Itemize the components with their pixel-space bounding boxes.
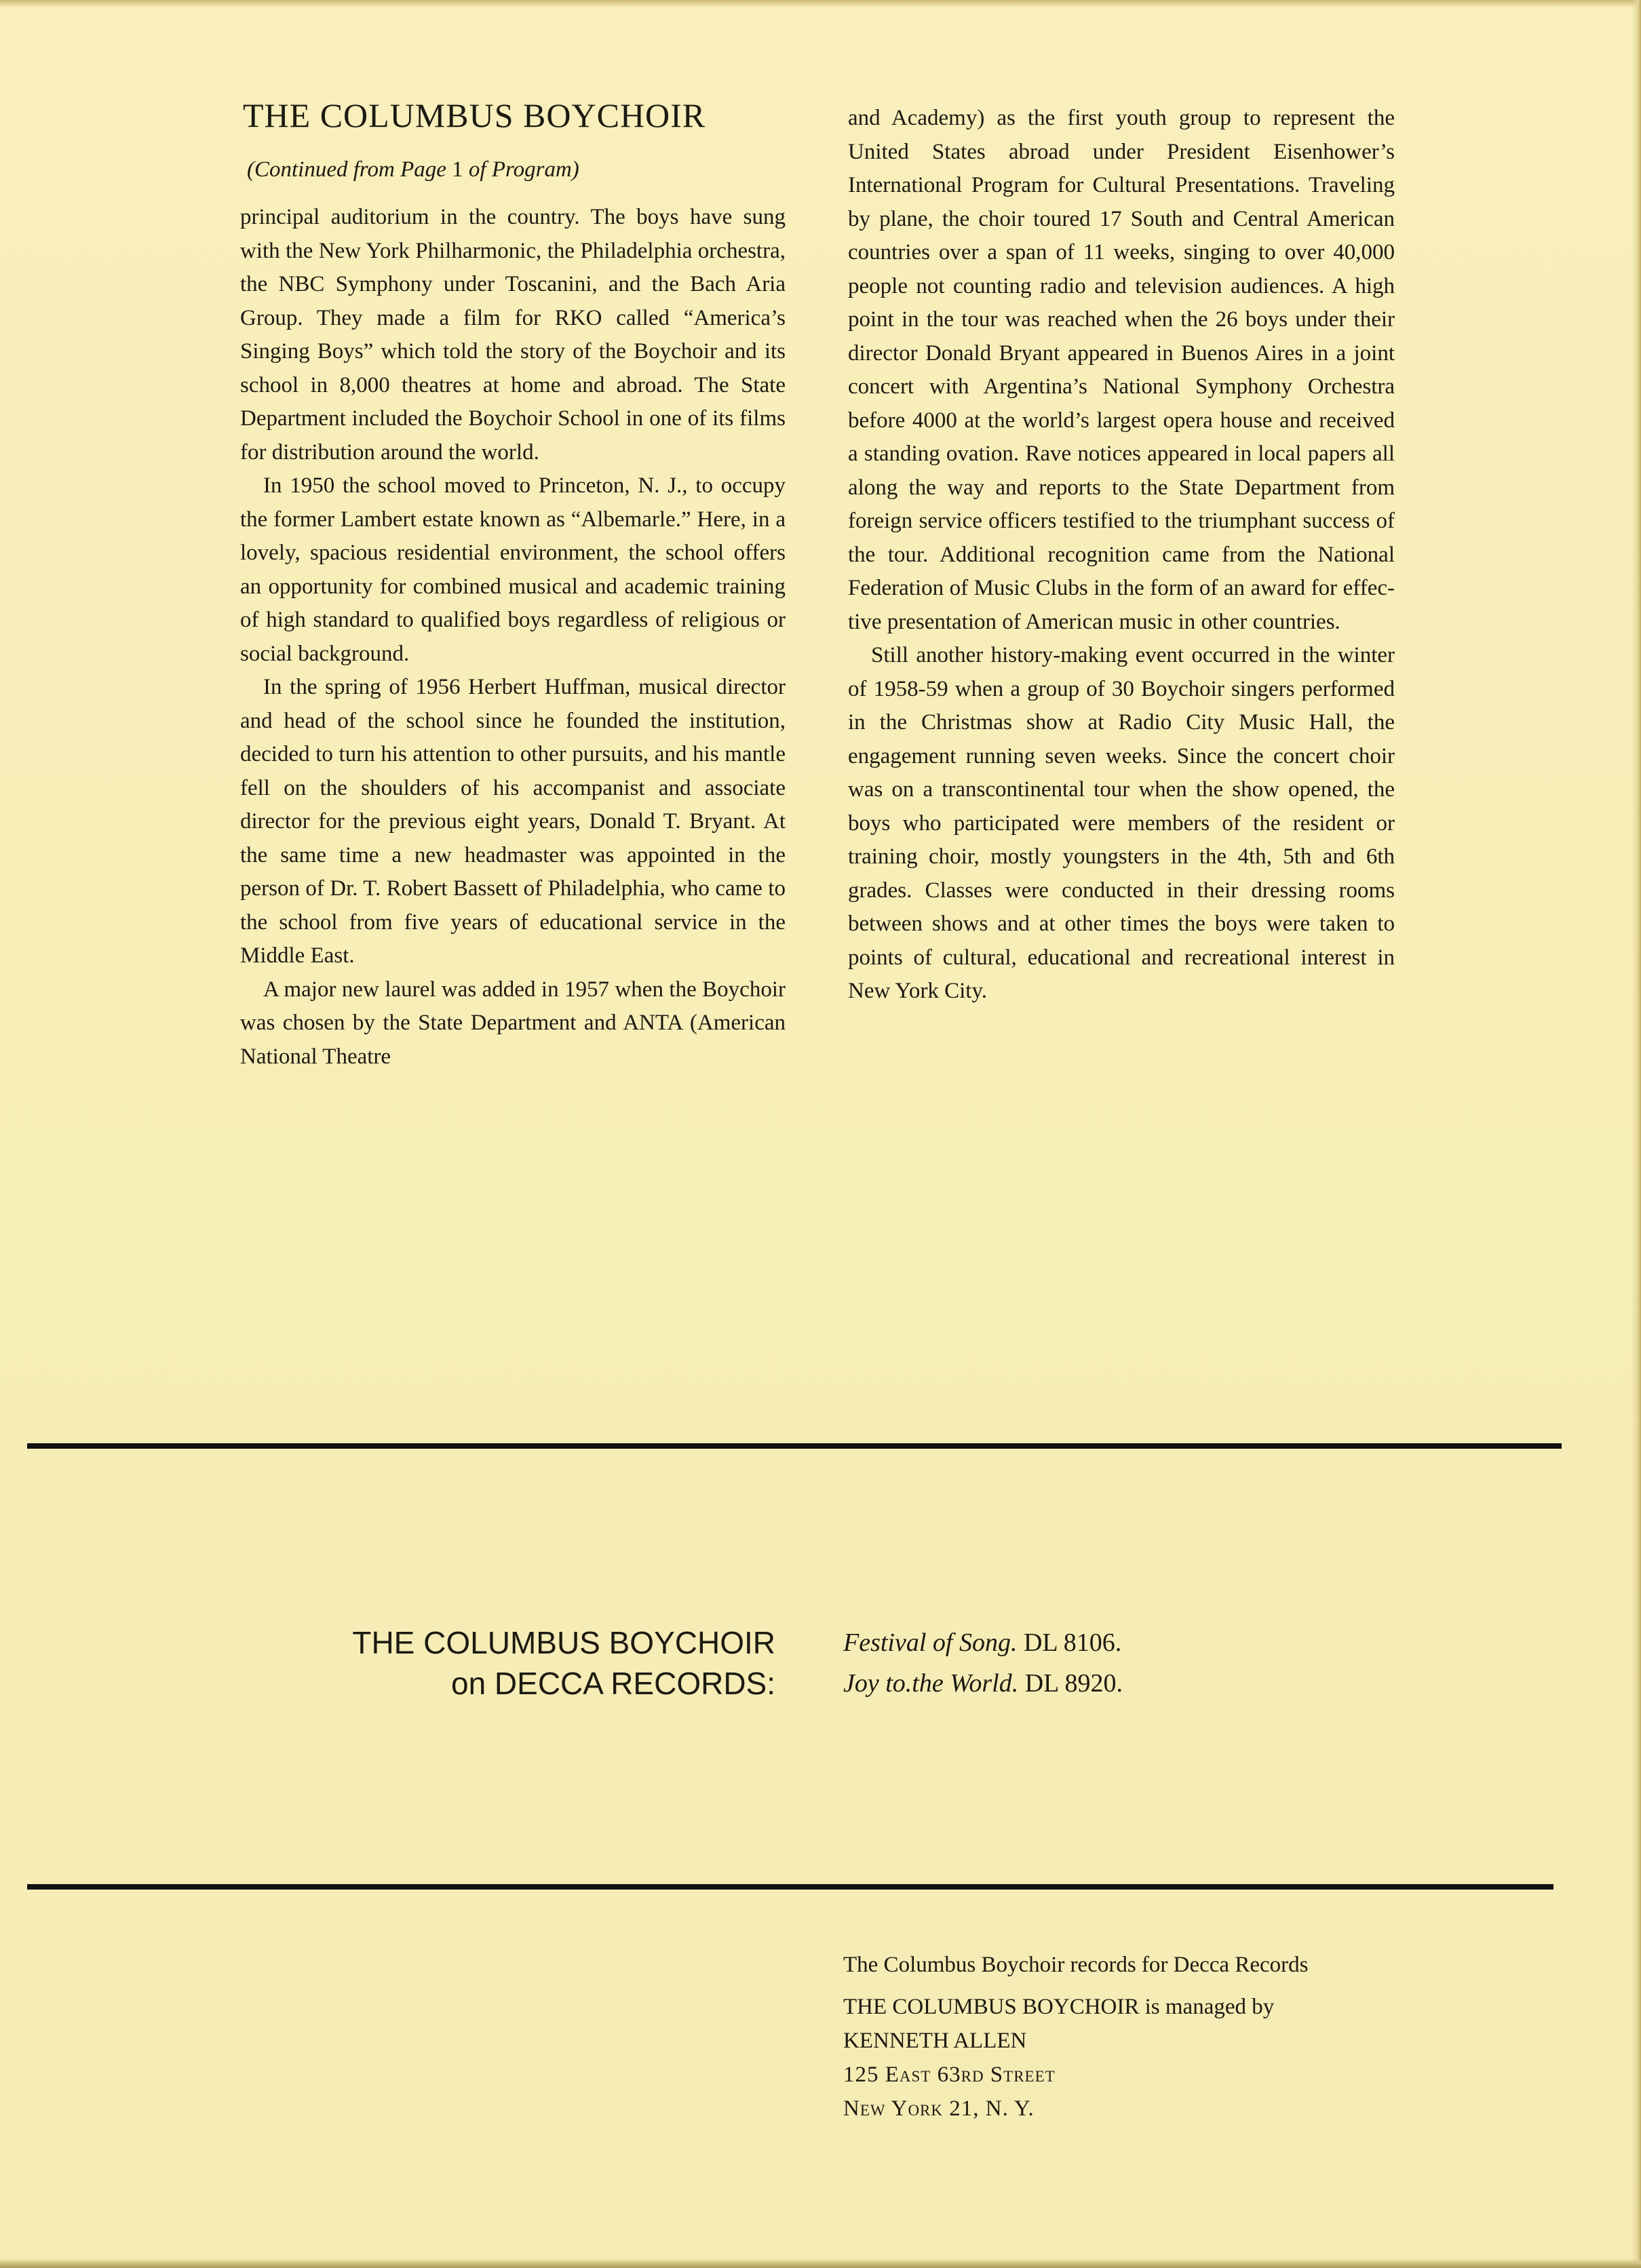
city-address: New York 21, N. Y. — [843, 2096, 1035, 2121]
records-note: The Columbus Boychoir records for Decca Records — [843, 1953, 1309, 1977]
continued-text-2: of Program — [463, 157, 572, 182]
article-title: THE COLUMBUS BOYCHOIR — [243, 96, 706, 134]
record-title: Joy to.the World. — [843, 1669, 1019, 1698]
manager-name: KENNETH ALLEN — [843, 2029, 1027, 2053]
record-catalog: DL 8920. — [1018, 1669, 1123, 1698]
body-paragraph: principal auditorium in the country. The boys have sung with the New York Philharmonic, the Philadelphia orchestra, the NBC Symphony under Toscanini, and the Bach Aria Group. They made a film for RKO called “America’s Singing Boys” which told the story of the Boychoir and its school in 8,000 theatres at home and abroad. The State Department included the Boychoir School in one of its films for distribution around the world. — [240, 205, 786, 465]
record-catalog: DL 8106. — [1017, 1628, 1122, 1657]
record-item — [843, 1663, 1123, 1704]
right-column — [848, 102, 1395, 1009]
page-edge-right — [1632, 0, 1641, 2268]
body-paragraph: In 1950 the school moved to Princeton, N. J., to occupy the former Lambert estate known as “Albemarle.” Here, in a lovely, spacious residential environment, the school offers an opportunity for combined musical and academic training of high standard to qualified boys regardless of religious or social background. — [240, 473, 786, 666]
management-block — [843, 1948, 1308, 2126]
continued-open-paren: ( — [247, 157, 254, 182]
managed-by-line — [843, 1990, 1308, 2024]
continued-close-paren: ) — [571, 157, 579, 182]
street-address: 125 East 63rd Street — [843, 2062, 1056, 2087]
divider-rule — [27, 1443, 1562, 1449]
continued-note — [247, 157, 579, 182]
continued-text: Continued from Page — [254, 157, 452, 182]
continued-page-number: 1 — [452, 157, 463, 182]
page-edge-top — [0, 0, 1641, 8]
divider-rule — [27, 1884, 1553, 1890]
managed-org: THE COLUMBUS BOYCHOIR — [843, 1995, 1140, 2019]
body-paragraph: A major new laurel was added in 1957 when the Boychoir was chosen by the State Department and ANTA (American National Theatre — [240, 977, 786, 1069]
page-edge-bottom — [0, 2259, 1641, 2268]
records-heading — [352, 1622, 775, 1704]
left-column — [240, 201, 786, 1074]
managed-by-text: is managed by — [1139, 1995, 1275, 2019]
body-paragraph: and Academy) as the first youth group to represent the United States abroad under President Eisenhower’s International Program for Cultural Presentations. Traveling by plane, the choir toured 17 South and Central American countries over a span of 11 weeks, singing to over 40,000 people not counting radio and television audiences. A high point in the tour was reached when the 26 boys under their director Donald Bryant appeared in Buenos Aires in a joint concert with Argentina’s National Symphony Orchestra before 4000 at the world’s largest opera house and received a standing ovation. Rave notices appeared in local papers all along the way and reports to the State Department from foreign service officers testified to the triumphant success of the tour. Additional recognition came from the National Federation of Music Clubs in the form of an award for effective presentation of American music in other countries. — [848, 106, 1395, 634]
body-paragraph: In the spring of 1956 Herbert Huffman, musical director and head of the school since he founded the institution, decided to turn his attention to other pursuits, and his mantle fell on the shoulders of his accompanist and associate director for the previous eight years, Donald T. Bryant. At the same time a new headmaster was appointed in the person of Dr. T. Robert Bassett of Philadelphia, who came to the school from five years of educational service in the Middle East. — [240, 675, 786, 968]
records-list — [843, 1622, 1123, 1704]
records-heading-line1: THE COLUMBUS BOYCHOIR — [352, 1625, 775, 1660]
body-paragraph: Still another history-making event occurred in the winter of 1958-59 when a group of 30 Boychoir singers performed in the Christmas show at Radio City Music Hall, the engagement running seven weeks. Since the concert choir was on a transcontinental tour when the show opened, the boys who participated were members of the resident or training choir, mostly youngsters in the 4th, 5th and 6th grades. Classes were conducted in their dressing rooms between shows and at other times the boys were taken to points of cultural, educational and recreational interest in New York City. — [848, 643, 1395, 1003]
records-heading-line2: on DECCA RECORDS: — [450, 1666, 775, 1701]
record-title: Festival of Song. — [843, 1628, 1018, 1657]
record-item — [843, 1622, 1123, 1663]
spacer — [843, 1982, 1308, 1990]
